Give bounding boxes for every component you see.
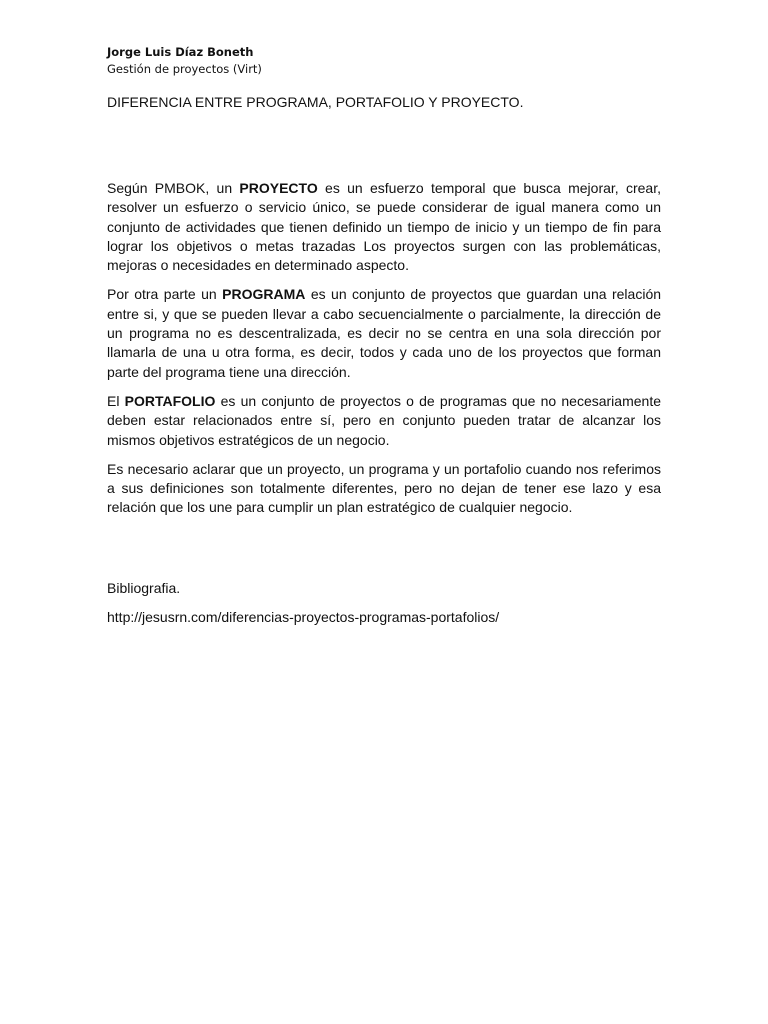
paragraph-portafolio xyxy=(107,392,661,450)
document-body xyxy=(107,179,661,528)
bibliography-label: Bibliografia. xyxy=(107,580,181,596)
paragraph-proyecto xyxy=(107,179,661,275)
document-header xyxy=(107,44,262,78)
paragraph-programa xyxy=(107,285,661,381)
paragraph-text: es un conjunto de proyectos o de programas que no necesariamente deben estar relacionados entre sí, pero en conjunto pueden tratar de alcanzar los mismos objetivos estratégicos de un negocio. xyxy=(107,392,661,448)
document-title: DIFERENCIA ENTRE PROGRAMA, PORTAFOLIO Y PROYECTO. xyxy=(107,94,524,110)
term-programa: PROGRAMA xyxy=(222,286,306,303)
paragraph-conclusion: Es necesario aclarar que un proyecto, un programa y un portafolio cuando nos referimos a sus definiciones son totalmente diferentes, pero no dejan de tener ese lazo y esa relación que los une para cumplir un plan estratégico de cualquier negocio. xyxy=(107,460,661,516)
course-name: Gestión de proyectos (Virt) xyxy=(107,62,262,76)
paragraph-text: El xyxy=(107,392,125,409)
author-name: Jorge Luis Díaz Boneth xyxy=(107,45,254,59)
paragraph-text: es un esfuerzo temporal que busca mejorar, crear, resolver un esfuerzo o servicio único, se puede considerar de igual manera como un conjunto de actividades que tienen definido un tiempo de inicio y un tiempo de fin para lograr los objetivos o metas trazadas Los proyectos surgen con las problemáticas, mejoras o necesidades en determinado aspecto. xyxy=(107,180,661,274)
term-portafolio: PORTAFOLIO xyxy=(124,392,216,409)
paragraph-text: Por otra parte un xyxy=(107,286,223,303)
paragraph-text: Según PMBOK, un xyxy=(107,180,240,196)
paragraph-text: es un conjunto de proyectos que guardan una relación entre si, y que se pueden llevar a cabo secuencialmente o parcialmente, la dirección de un programa no es descentralizada, es decir no se centra en una sola dirección por llamarla de una u otra forma, es decir, todos y cada uno de los proyectos que forman parte del programa tiene una dirección. xyxy=(107,286,662,380)
bibliography-url: http://jesusrn.com/diferencias-proyectos-programas-portafolios/ xyxy=(107,609,500,625)
term-proyecto: PROYECTO xyxy=(239,180,318,196)
